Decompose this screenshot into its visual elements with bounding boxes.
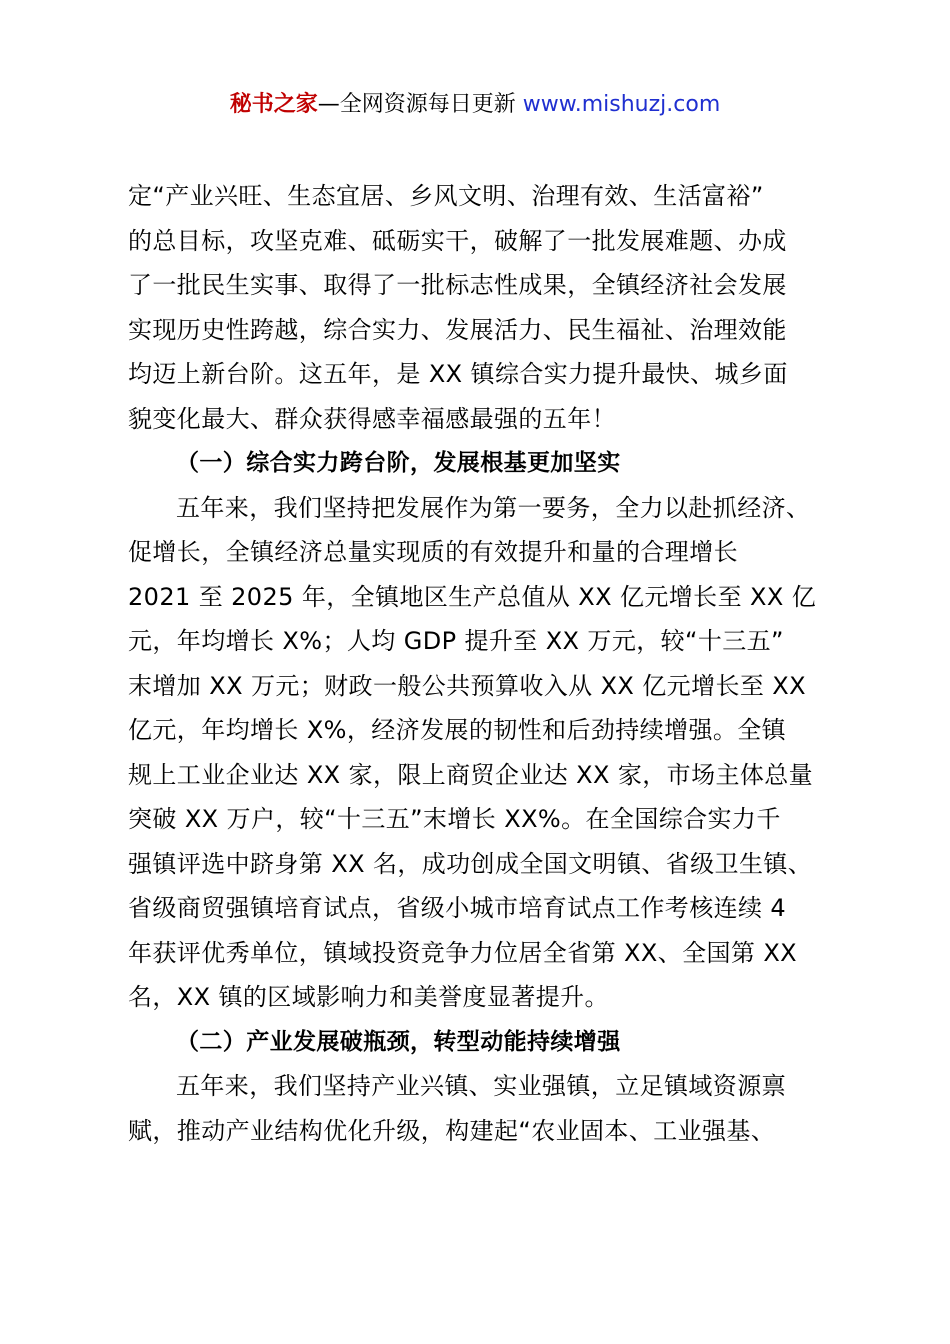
paragraph-line: 突破 XX 万户，较“十三五”末增长 XX%。在全国综合实力千 [128, 805, 781, 833]
paragraph-line: 亿元，年均增长 X%，经济发展的韧性和后劲持续增强。全镇 [128, 716, 787, 744]
brand-name: 秘书之家 [229, 92, 318, 117]
paragraph-line: 规上工业企业达 XX 家，限上商贸企业达 XX 家，市场主体总量 [128, 760, 814, 789]
document-body [128, 174, 848, 1153]
paragraph-line: 末增加 XX 万元；财政一般公共预算收入从 XX 亿元增长至 XX [128, 671, 806, 700]
page-header [0, 90, 950, 120]
paragraph-line: 赋，推动产业结构优化升级，构建起“农业固本、工业强基、 [128, 1116, 776, 1145]
paragraph-line: 了一批民生实事、取得了一批标志性成果，全镇经济社会发展 [128, 271, 787, 299]
paragraph-line: 促增长，全镇经济总量实现质的有效提升和量的合理增长 [128, 538, 738, 566]
paragraph-line: 强镇评选中跻身第 XX 名，成功创成全国文明镇、省级卫生镇、 [128, 849, 813, 878]
paragraph-line: 均迈上新台阶。这五年，是 XX 镇综合实力提升最快、城乡面 [128, 360, 788, 388]
paragraph-line: 五年来，我们坚持把发展作为第一要务，全力以赴抓经济、 [176, 493, 811, 522]
paragraph-line: 实现历史性跨越，综合实力、发展活力、民生福祉、治理效能 [128, 315, 787, 344]
header-tagline: —全网资源每日更新 [317, 92, 523, 117]
paragraph-line: 年获评优秀单位，镇域投资竞争力位居全省第 XX、全国第 XX [128, 938, 798, 967]
paragraph-line: 的总目标，攻坚克难、砥砺实干，破解了一批发展难题、办成 [128, 226, 787, 255]
section-heading: （二）产业发展破瓶颈，转型动能持续增强 [176, 1028, 621, 1055]
paragraph-line: 2021 至 2025 年，全镇地区生产总值从 XX 亿元增长至 XX 亿 [128, 582, 817, 611]
site-url-link[interactable]: www.mishuzj.com [522, 92, 721, 117]
paragraph-line: 省级商贸强镇培育试点，省级小城市培育试点工作考核连续 4 [128, 894, 787, 922]
section-heading: （一）综合实力跨台阶，发展根基更加坚实 [176, 450, 621, 476]
paragraph-line: 貌变化最大、群众获得感幸福感最强的五年！ [128, 404, 616, 433]
paragraph-line: 元，年均增长 X%；人均 GDP 提升至 XX 万元，较“十三五” [128, 627, 784, 655]
paragraph-line: 五年来，我们坚持产业兴镇、实业强镇，立足镇域资源禀 [176, 1072, 786, 1100]
paragraph-line: 名，XX 镇的区域影响力和美誉度显著提升。 [128, 983, 609, 1011]
paragraph-line: 定“产业兴旺、生态宜居、乡风文明、治理有效、生活富裕” [128, 182, 764, 210]
